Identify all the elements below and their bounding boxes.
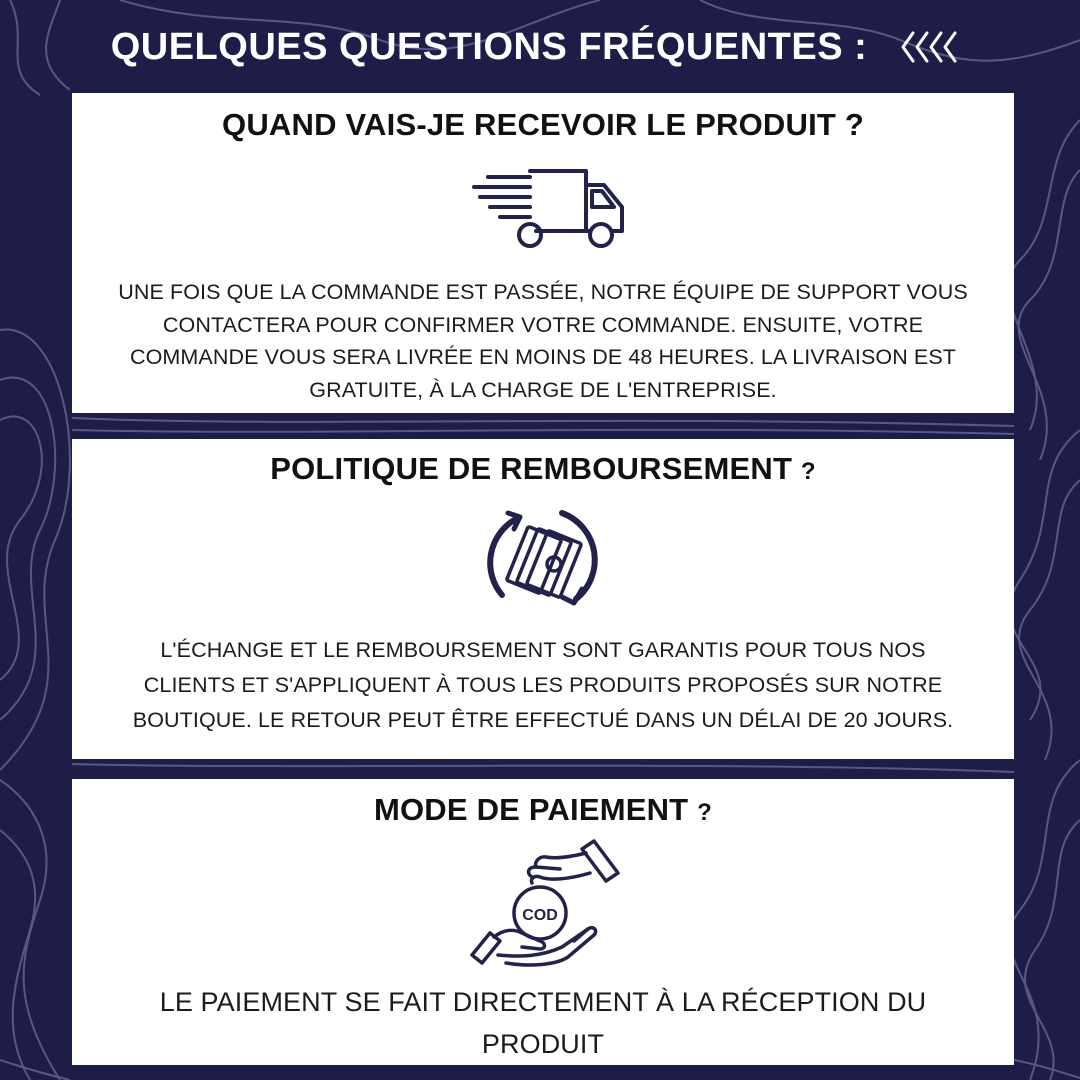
cod-label: COD <box>522 907 558 924</box>
faq-answer-delivery: UNE FOIS QUE LA COMMANDE EST PASSÉE, NOTRE ÉQUIPE DE SUPPORT VOUS CONTACTERA POUR CONFIRMER VOTRE COMMANDE. ENSUITE, VOTRE COMMANDE VOUS SERA LIVRÉE EN MOINS DE 48 HEURES. LA LIVRAISON EST GRATUITE, À LA CHARGE DE L'ENTREPRISE. <box>118 280 968 402</box>
faq-answer-refund: L'ÉCHANGE ET LE REMBOURSEMENT SONT GARANTIS POUR TOUS NOS CLIENTS ET S'APPLIQUENT À TOUS LES PRODUITS PROPOSÉS SUR NOTRE BOUTIQUE. LE RETOUR PEUT ÊTRE EFFECTUÉ DANS UN DÉLAI DE 20 JOURS. <box>132 638 954 732</box>
cash-on-delivery-icon <box>470 837 622 979</box>
money-refund-icon <box>482 505 604 613</box>
faq-title-question-mark: ? <box>697 799 713 826</box>
faq-card-delivery <box>72 93 1014 413</box>
faq-title-text: MODE DE PAIEMENT <box>373 792 689 827</box>
faq-answer-payment: LE PAIEMENT SE FAIT DIRECTEMENT À LA RÉCEPTION DU PRODUIT <box>159 987 927 1059</box>
page-title: QUELQUES QUESTIONS FRÉQUENTES : <box>110 25 868 68</box>
faq-title-delivery <box>72 107 1014 143</box>
chevrons-left-icon <box>897 27 969 67</box>
faq-title-question-mark: ? <box>800 458 816 485</box>
faq-card-refund <box>72 439 1014 759</box>
faq-title-refund <box>72 451 1014 487</box>
faq-card-payment <box>72 779 1014 1065</box>
faq-title-text: POLITIQUE DE REMBOURSEMENT <box>270 451 793 486</box>
faq-title-text: QUAND VAIS-JE RECEVOIR LE PRODUIT ? <box>222 107 864 142</box>
page-header <box>0 22 1080 72</box>
faq-title-payment <box>72 792 1014 828</box>
delivery-truck-icon <box>470 165 628 253</box>
